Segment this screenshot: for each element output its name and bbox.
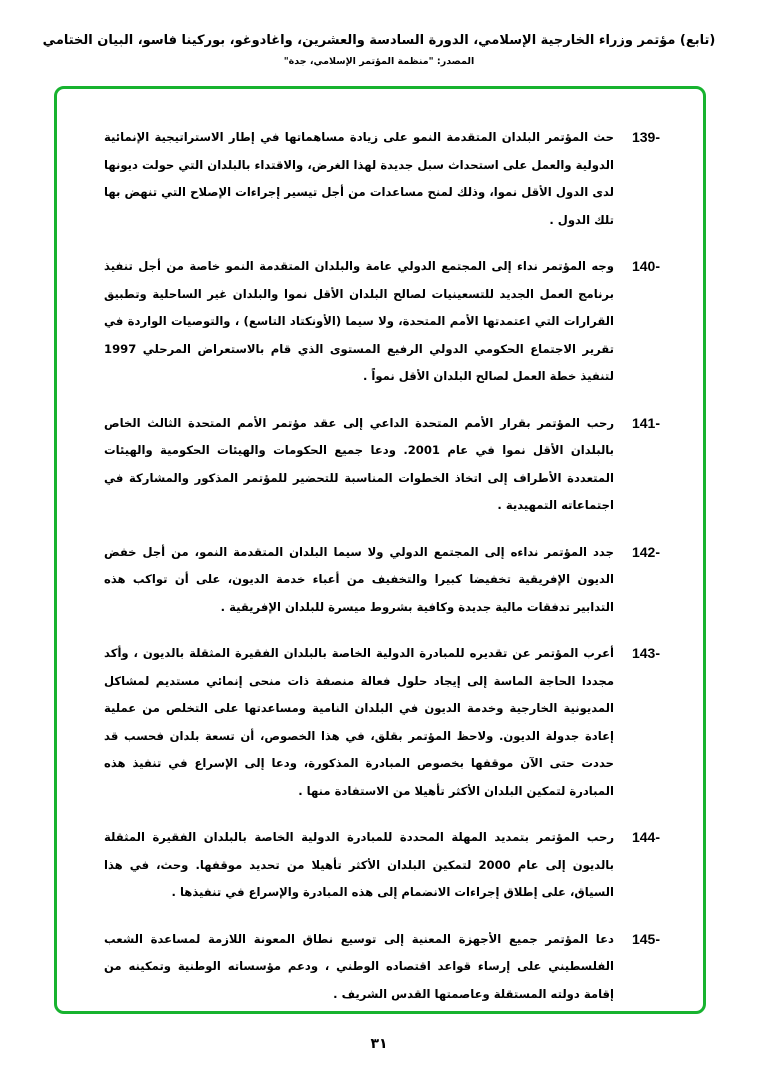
page-number: ٣١: [370, 1036, 388, 1052]
paragraph-text: جدد المؤتمر نداءه إلى المجتمع الدولي ولا سيما البلدان المتقدمة النمو، من أجل خفض الديون الإفريقية تخفيضا كبيرا والتخفيف من أعباء خدمة الديون، على أن تواكب هذه التدابير تدفقات مالية جديدة وكافية بشروط ميسرة للبلدان الإفريقية .: [104, 544, 614, 614]
document-source: المصدر: "منظمة المؤتمر الإسلامي، جدة": [283, 56, 475, 67]
paragraph-139: [100, 124, 660, 234]
paragraph-number: 141-: [631, 414, 660, 431]
paragraph-number: 145-: [631, 930, 660, 947]
document-body: [100, 124, 660, 1027]
paragraph-number: 139-: [631, 129, 660, 145]
paragraph-140: [100, 253, 660, 391]
document-title: (تابع) مؤتمر وزراء الخارجية الإسلامي، الدورة السادسة والعشرين، واغادوغو، بوركينا فاسو، البيان الختامي: [42, 33, 716, 48]
paragraph-text: دعا المؤتمر جميع الأجهزة المعنية إلى توسيع نطاق المعونة اللازمة لمساعدة الشعب الفلسطيني على إرساء قواعد اقتصاده الوطني ، ودعم مؤسساته الوطنية وتمكينه من إقامة دولته المستقلة وعاصمتها القدس الشريف .: [104, 931, 614, 1001]
paragraph-number: 144-: [631, 829, 660, 845]
paragraph-141: [100, 410, 660, 520]
paragraph-145: [100, 926, 660, 1009]
paragraph-number: 142-: [631, 543, 660, 560]
paragraph-text: رحب المؤتمر بتمديد المهلة المحددة للمبادرة الدولية الخاصة بالبلدان الفقيرة المثقلة بالديون إلى عام 2000 لتمكين البلدان الأكثر تأهيلا من تحديد موقفها. وحث، في هذا السياق، على إطلاق إجراءات الانضمام إلى هذه المبادرة والإسراع في تنفيذها .: [104, 830, 614, 899]
paragraph-text: رحب المؤتمر بقرار الأمم المتحدة الداعي إلى عقد مؤتمر الأمم المتحدة الثالث الخاص بالبلدان الأقل نموا في عام 2001. ودعا جميع الحكومات والهيئات الحكومية والهيئات المتعددة الأطراف إلى اتخاذ الخطوات المناسبة للتحضير للمؤتمر المذكور والمشاركة في اجتماعاته التمهيدية .: [104, 415, 614, 512]
paragraph-text: حث المؤتمر البلدان المتقدمة النمو على زيادة مساهماتها في إطار الاستراتيجية الإنمائية الدولية والعمل على استحداث سبل جديدة لهذا الغرض، والاقتداء بالبلدان التي حولت ديونها لدى الدول الأقل نموا، وذلك لمنح مساعدات من أجل تيسير إجراءات الإصلاح التي تنهض بها تلك الدول .: [104, 130, 614, 227]
paragraph-142: [100, 539, 660, 622]
paragraph-143: [100, 640, 660, 805]
paragraph-number: 143-: [631, 645, 660, 661]
paragraph-144: [100, 824, 660, 907]
paragraph-text: أعرب المؤتمر عن تقديره للمبادرة الدولية الخاصة بالبلدان الفقيرة المثقلة بالديون ، وأكد مجددا الحاجة الماسة إلى إيجاد حلول فعالة منصفة ذات منحى إنمائي مستديم لمشاكل المديونية الخارجية وخدمة الديون في البلدان النامية ومساعدتها على التخلص من عملية إعادة جدولة الديون. ولاحظ المؤتمر بقلق، في هذا الخصوص، أن تسعة بلدان فحسب قد حددت حتى الآن موقفها بخصوص المبادرة المذكورة، ودعا إلى الإسراع في تنفيذ هذه المبادرة لتمكين البلدان الأكثر تأهيلا من الاستفادة منها .: [104, 646, 614, 798]
paragraph-number: 140-: [631, 258, 660, 274]
paragraph-text: وجه المؤتمر نداء إلى المجتمع الدولي عامة والبلدان المتقدمة النمو خاصة من أجل تنفيذ برنامج العمل الجديد للتسعينيات لصالح البلدان الأقل نموا والبلدان غير الساحلية وتطبيق القرارات التي اعتمدتها الأمم المتحدة، ولا سيما (الأونكتاد التاسع) ، والتوصيات الواردة في تقرير الاجتماع الحكومي الدولي الرفيع المستوى الذي قام بالاستعراض المرحلي 1997 لتنفيذ خطة العمل لصالح البلدان الأقل نمواً .: [104, 259, 614, 383]
